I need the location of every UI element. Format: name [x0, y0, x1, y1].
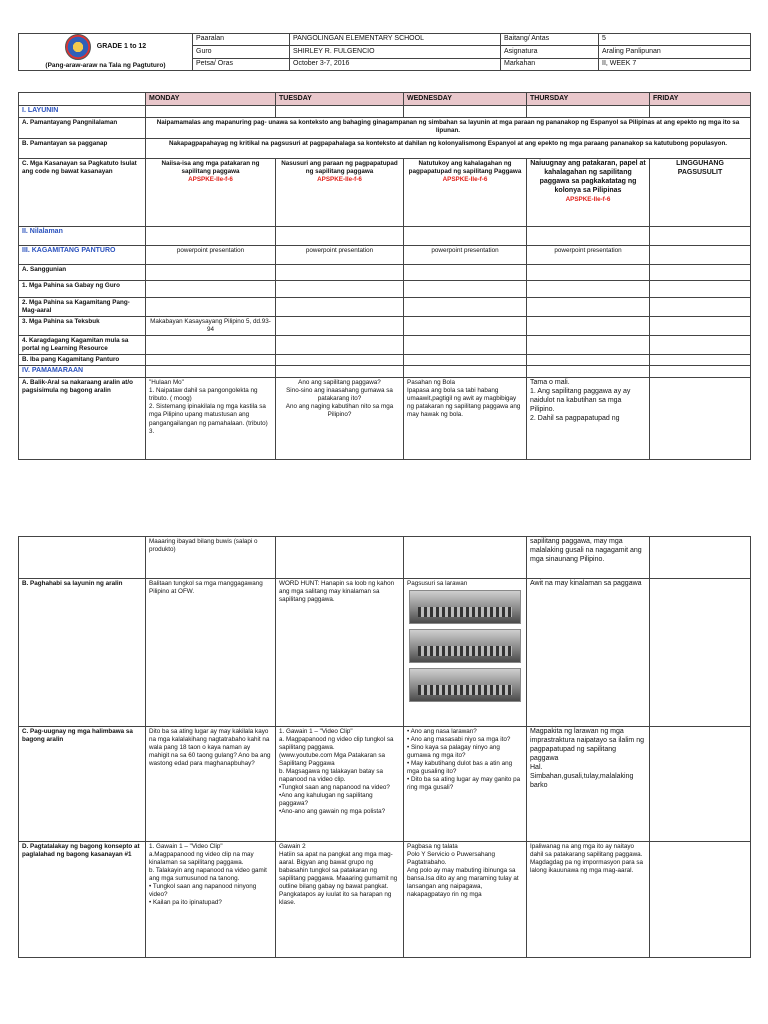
- paghahabi-monday: Balitaan tungkol sa mga manggagawang Pilipino at OFW.: [146, 579, 276, 727]
- kasanayan-thursday: Naiuugnay ang patakaran, papel at kahalagahan ng sapilitang paggawa sa pagkakatatag ng kolonya sa Pilipinas APSPKE-IIe-f-6: [527, 159, 650, 227]
- code-monday: APSPKE-IIe-f-6: [188, 176, 233, 184]
- corner-cell: [19, 93, 146, 106]
- markahan-value: II, WEEK 7: [599, 58, 751, 70]
- balik-aral-tuesday: Ano ang sapilitang paggawa? Sino-sino ang inaasahang gumawa sa patakarang ito? Ano ang naging kabutihan nito sa mga Pilipino?: [276, 378, 404, 460]
- deped-seal-icon: [65, 34, 91, 60]
- ppt-wednesday: powerpoint presentation: [404, 246, 527, 265]
- label-kasanayan: C. Mga Kasanayan sa Pagkatuto Isulat ang code ng bawat kasanayan: [19, 159, 146, 227]
- ppt-monday: powerpoint presentation: [146, 246, 276, 265]
- day-friday: FRIDAY: [650, 93, 751, 106]
- petsa-label: Petsa/ Oras: [193, 58, 290, 70]
- ppt-thursday: powerpoint presentation: [527, 246, 650, 265]
- baitang-value: 5: [599, 34, 751, 46]
- kasanayan-wednesday: Natutukoy ang kahalagahan ng pagpapatupad ng sapilitang Paggawa APSPKE-IIe-f-6: [404, 159, 527, 227]
- pagtatalakay-wednesday: Pagbasa ng talata Polo Y Servicio o Puwersahang Pagtatrabaho. Ang polo ay may mabuting ibinunga sa bansa.Isa dito ay ang maraming tulay at lansangan ang naipagawa, nakapagpatayo rin ng mga: [404, 842, 527, 958]
- baitang-label: Baitang/ Antas: [501, 34, 599, 46]
- header-logo-cell: [19, 34, 193, 71]
- pagtatalakay-thursday: Ipaliwanag na ang mga ito ay naitayo dahil sa patakarang sapilitang paggawa. Magdagdag pa ng impormasyon para sa lalong ikauunawa ng mga mag-aaral.: [527, 842, 650, 958]
- asignatura-value: Araling Panlipunan: [599, 46, 751, 58]
- asignatura-label: Asignatura: [501, 46, 599, 58]
- header-table: [18, 33, 751, 71]
- church-building-photo: [409, 629, 521, 663]
- section-kagamitan: III. KAGAMITANG PANTURO: [19, 246, 146, 265]
- label-sanggunian: A. Sanggunian: [19, 265, 146, 281]
- grade-title: GRADE 1 to 12: [96, 42, 147, 50]
- pag-uugnay-monday: Dito ba sa ating lugar ay may kakilala kayo na mga kalalakihang nagtatrabaho kahit na wala pang 18 taon o kaya naman ay mahigit na sa 60 taong gulang? Ano ba ang wastong edad para maghanapbuhay?: [146, 727, 276, 842]
- label-karagdagang-kagamitan: 4. Karagdagang Kagamitan mula sa portal ng Learning Resource: [19, 336, 146, 355]
- pag-uugnay-wednesday: • Ano ang nasa larawan? • Ano ang masasabi niyo sa mga ito? • Sino kaya sa palagay ninyo ang gumawa ng mga ito? • May kabutihang dulot bas a atin ang mga gusaling ito? • Dito ba sa ating lugar ay may ganito pa ring mga gusali?: [404, 727, 527, 842]
- ppt-tuesday: powerpoint presentation: [276, 246, 404, 265]
- pag-uugnay-thursday: Magpakita ng larawan ng mga imprastraktura naipatayo sa ilalim ng pagpapatupad ng sapilitang paggawa Hal. Simbahan,gusali,tulay,malalaking barko: [527, 727, 650, 842]
- label-pagganap: B. Pamantayan sa pagganap: [19, 139, 146, 159]
- day-wednesday: WEDNESDAY: [404, 93, 527, 106]
- text-pangnilalaman: Naipamamalas ang mapanuring pag- unawa sa konteksto ang bahaging ginagampanan ng simbahan sa layunin at mga paraan ng pananakop ng Espanyol sa Pilipinas at ang epekto ng mga ito sa lipunan.: [146, 118, 751, 139]
- paghahabi-thursday: Awit na may kinalaman sa paggawa: [527, 579, 650, 727]
- guro-value: SHIRLEY R. FULGENCIO: [290, 46, 501, 58]
- balik-aral-thursday: Tama o mali. 1. Ang sapilitang paggawa ay ay naidulot na kabutihan sa mga Pilipino. 2. Dahil sa pagpapatupad ng: [527, 378, 650, 460]
- pagtatalakay-monday: 1. Gawain 1 – "Video Clip" a.Magpapanood ng video clip na may kinalaman sa sapilitang paggawa. b. Talakayin ang napanood na video gamit ang mga sumusunod na tanong. • Tungkol saan ang napanood ninyong video? • Kailan pa ito ipinatupad?: [146, 842, 276, 958]
- section-nilalaman: II. Nilalaman: [19, 227, 146, 246]
- kasanayan-tuesday: Nasusuri ang paraan ng pagpapatupad ng sapilitang paggawa APSPKE-IIe-f-6: [276, 159, 404, 227]
- balik-aral-thursday-cont: sapilitang paggawa, may mga malalaking gusali na nagagamit ang mga sinaunang Pilipino.: [527, 537, 650, 579]
- label-pangnilalaman: A. Pamantayang Pangnilalaman: [19, 118, 146, 139]
- paghahabi-tuesday: WORD HUNT: Hanapin sa loob ng kahon ang mga salitang may kinalaman sa sapilitang paggawa.: [276, 579, 404, 727]
- kasanayan-monday: Naiisa-isa ang mga patakaran ng sapilitang paggawa APSPKE-IIe-f-6: [146, 159, 276, 227]
- label-pagtatalakay: D. Pagtatalakay ng bagong konsepto at paglalahad ng bagong kasanayan #1: [19, 842, 146, 958]
- paaralan-value: PANGOLINGAN ELEMENTARY SCHOOL: [290, 34, 501, 46]
- balik-aral-wednesday: Pasahan ng Bola Ipapasa ang bola sa tabi habang umaawit,pagtigil ng awit ay magbibigay ng patakaran ng sapilitang paggawa ang may hawak ng bola.: [404, 378, 527, 460]
- paaralan-label: Paaralan: [193, 34, 290, 46]
- kasanayan-friday: LINGGUHANG PAGSUSULIT: [650, 159, 751, 227]
- petsa-value: October 3-7, 2016: [290, 58, 501, 70]
- code-wednesday: APSPKE-IIe-f-6: [442, 176, 488, 184]
- code-thursday: APSPKE-IIe-f-6: [565, 195, 611, 203]
- label-pag-uugnay: C. Pag-uugnay ng mga halimbawa sa bagong aralin: [19, 727, 146, 842]
- section-layunin: I. LAYUNIN: [19, 106, 146, 118]
- teksbuk-monday: Makabayan Kasaysayang Pilipino 5, dd.93-94: [146, 317, 276, 336]
- lesson-table-page1: [18, 92, 751, 460]
- label-iba-pang-kagamitan: B. Iba pang Kagamitang Panturo: [19, 355, 146, 366]
- balik-aral-monday-cont: Maaaring ibayad bilang buwis (salapi o produkto): [146, 537, 276, 579]
- lesson-table-page2: [18, 536, 751, 958]
- colonial-building-photo: [409, 668, 521, 702]
- code-tuesday: APSPKE-IIe-f-6: [317, 176, 362, 184]
- pagtatalakay-tuesday: Gawain 2 Hatiin sa apat na pangkat ang mga mag-aaral. Bigyan ang bawat grupo ng babasahin tungkol sa patakaran ng sapilitang paggawa. Maaaring gumamit ng outline bilang gabay ng bawat pangkat. Pangkatapos ay iuulat ito sa harapan ng klase.: [276, 842, 404, 958]
- label-balik-aral: A. Balik-Aral sa nakaraang aralin at/o pagsisimula ng bagong aralin: [19, 378, 146, 460]
- galleon-ship-photo: [409, 590, 521, 624]
- text-pagganap: Nakapagpapahayag ng kritikal na pagsusuri at pagpapahalaga sa konteksto at dahilan ng kolonyalismong Espanyol at ang epekto ng mga paraang pananakop sa katutubong populasyon.: [146, 139, 751, 159]
- day-thursday: THURSDAY: [527, 93, 650, 106]
- markahan-label: Markahan: [501, 58, 599, 70]
- label-paghahabi: B. Paghahabi sa layunin ng aralin: [19, 579, 146, 727]
- paghahabi-wednesday: [404, 579, 527, 727]
- day-monday: MONDAY: [146, 93, 276, 106]
- grade-subtitle: (Pang-araw-araw na Tala ng Pagtuturo): [45, 62, 166, 69]
- day-tuesday: TUESDAY: [276, 93, 404, 106]
- pag-uugnay-tuesday: 1. Gawain 1 – "Video Clip" a. Magpapanood ng video clip tungkol sa sapilitang paggawa. (www.youtube.com Mga Patakaran sa Sapilitang Paggawa b. Magsagawa ng talakayan batay sa napanood na video clip. •Tungkol saan ang napanood na video? •Ano ang kahulugan ng sapilitang paggawa? •Ano-ano ang gawain ng mga polista?: [276, 727, 404, 842]
- guro-label: Guro: [193, 46, 290, 58]
- label-teksbuk: 3. Mga Pahina sa Teksbuk: [19, 317, 146, 336]
- label-kagamitang-mag-aaral: 2. Mga Pahina sa Kagamitang Pang- Mag-aaral: [19, 298, 146, 317]
- pagsusuri-label: Pagsusuri sa larawan: [407, 580, 468, 587]
- balik-aral-monday: "Hulaan Mo" 1. Naipataw dahil sa pangongolekta ng tributo. ( moog) 2. Sistemang ipinakilala ng mga kastila sa mga Pilipino upang matustusan ang pangangailangan ng pamahalaan. (tributo) 3.: [146, 378, 276, 460]
- section-pamamaraan: IV. PAMAMARAAN: [19, 366, 146, 378]
- label-gabay-guro: 1. Mga Pahina sa Gabay ng Guro: [19, 281, 146, 298]
